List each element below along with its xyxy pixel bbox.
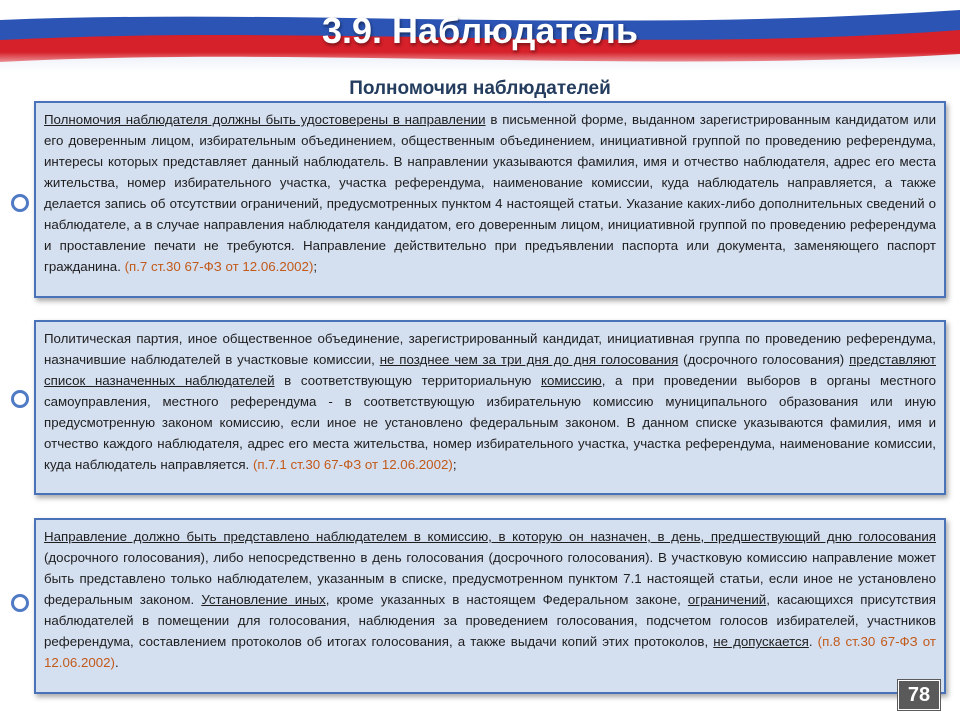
underlined-text: не допускается	[713, 634, 809, 649]
text-segment: ;	[313, 259, 318, 274]
text-segment: (досрочного голосования), либо непосредственно в день голосования (досрочного голосования). В участковую комиссию направление может быть представлено только наблюдателем, указанным в списке, предусмотренном пунктом 7.1 настоящей статьи, если иное не установлено федеральным законом.	[44, 550, 936, 607]
underlined-text: комиссию	[541, 373, 602, 388]
underlined-text: Направление должно быть представлено наблюдателем в комиссию, в которую он назначен, в день, предшествующий дню голосования	[44, 529, 936, 544]
slide-title: 3.9. Наблюдатель	[321, 10, 639, 51]
text-segment: в соответствующую территориальную	[274, 373, 542, 388]
legal-reference: (п.7 ст.30 67-ФЗ от 12.06.2002)	[124, 259, 314, 274]
underlined-text: не позднее чем за три дня до дня голосования	[379, 352, 679, 367]
slide-subtitle: Полномочия наблюдателей	[349, 78, 611, 99]
panel-observer-credentials	[34, 101, 946, 298]
underlined-text: Полномочия наблюдателя должны быть удостоверены в направлении	[44, 112, 486, 127]
underlined-text: Установление иных	[201, 592, 326, 607]
legal-reference: (п.8 ст.30 67-ФЗ от 12.06.2002)	[44, 634, 936, 670]
text-segment: Политическая партия, иное общественное объединение, зарегистрированный кандидат, инициативная группа по проведению референдума, назначившие наблюдателей в участковые комиссии,	[44, 331, 936, 367]
text-segment: (досрочного голосования)	[678, 352, 850, 367]
legal-reference: (п.7.1 ст.30 67-ФЗ от 12.06.2002)	[252, 457, 453, 472]
text-segment: , касающихся присутствия наблюдателей в помещении для голосования, наблюдения за проведением голосования, подсчетом голосов избирателей, участников референдума, составлением протоколов об итогах голосования, а также выдачи копий этих протоколов,	[44, 592, 936, 649]
panel-text	[44, 328, 936, 475]
underlined-text: представляют список назначенных наблюдателей	[44, 352, 936, 388]
panel-observer-list	[34, 320, 946, 495]
text-segment: , а при проведении выборов в органы местного самоуправления, местного референдума - в соответствующую избирательную комиссию муниципального образования или иную предусмотренную законом комиссию, если иное не установлено федеральным законом. В данном списке указываются фамилия, имя и отчество каждого наблюдателя, адрес его места жительства, номер избирательного участка, участка референдума, наименование комиссии, куда наблюдатель направляется.	[44, 373, 936, 472]
underlined-text: ограничений	[687, 592, 767, 607]
ring-bullet-icon	[11, 390, 29, 408]
panel-text	[44, 526, 936, 673]
panel-text	[44, 109, 936, 277]
page-number: 78	[898, 680, 940, 710]
text-segment: .	[114, 655, 119, 670]
text-segment: в письменной форме, выданном зарегистрированным кандидатом или его доверенным лицом, избирательным объединением, общественным объединением, инициативной группой по проведению референдума, интересы которых представляет данный наблюдатель. В направлении указываются фамилия, имя и отчество наблюдателя, адрес его места жительства, номер избирательного участка, участка референдума, наименование комиссии, куда наблюдатель направляется, а также делается запись об отсутствии ограничений, предусмотренных пунктом 4 настоящей статьи. Указание каких-либо дополнительных сведений о наблюдателе, а в случае направления наблюдателя кандидатом, его доверенным лицом, инициативной группой по проведению референдума и проставление печати не требуются. Направление действительно при предъявлении паспорта или документа, заменяющего паспорт гражданина.	[44, 112, 936, 274]
header-flag-banner	[0, 0, 960, 72]
panel-observer-referral	[34, 518, 946, 694]
ring-bullet-icon	[11, 194, 29, 212]
text-segment: ;	[452, 457, 457, 472]
text-segment: , кроме указанных в настоящем Федеральном законе,	[325, 592, 688, 607]
ring-bullet-icon	[11, 594, 29, 612]
text-segment: .	[808, 634, 818, 649]
